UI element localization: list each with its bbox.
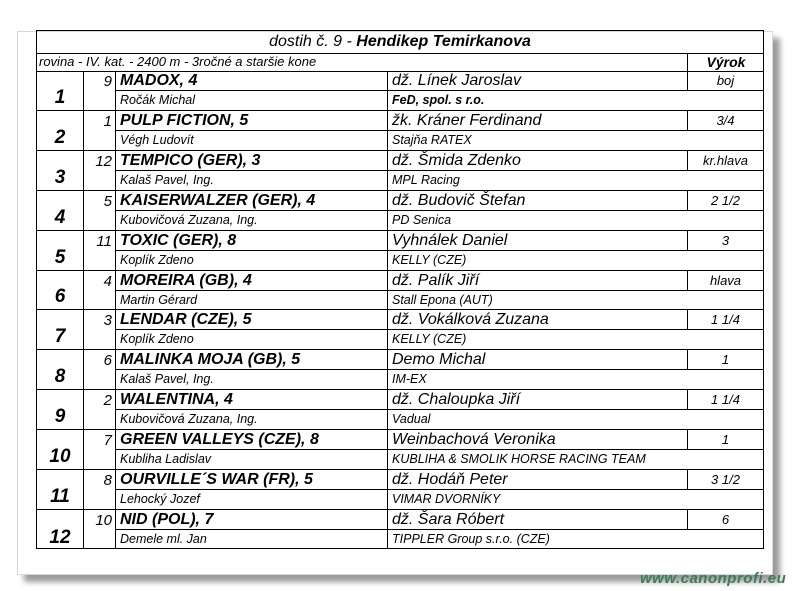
start-number: 5 [83,191,115,211]
jockey-name: dž. Šara Róbert [387,510,687,530]
finish-place: 6 [54,286,66,308]
horse-name: TOXIC (GER), 8 [115,231,387,251]
winning-margin: kr.hlava [687,151,763,171]
finish-place: 12 [49,526,71,548]
start-number-blank-cell [83,171,115,190]
horse-name: WALENTINA, 4 [115,390,387,410]
start-number: 2 [83,390,115,410]
jockey-name: dž. Hodáň Peter [387,470,687,490]
race-title-prefix: dostih č. 9 - [269,33,357,50]
horse-name: MALINKA MOJA (GB), 5 [115,350,387,370]
start-number: 6 [83,350,115,370]
start-number: 12 [83,151,115,171]
finish-place: 10 [49,446,71,468]
finish-place: 11 [50,485,70,507]
jockey-name: dž. Chaloupka Jiří [387,390,687,410]
start-number: 8 [83,470,115,490]
jockey-name: dž. Budovič Štefan [387,191,687,211]
owner-name: IM-EX [387,370,763,389]
table-row [37,470,763,510]
winning-margin: 3 [687,231,763,251]
table-row [37,390,763,430]
race-conditions: rovina - IV. kat. - 2400 m - 3ročné a staršie kone [39,54,317,69]
race-subtitle-row [37,53,763,72]
jockey-name: žk. Kráner Ferdinand [387,111,687,131]
winning-margin: 3/4 [687,111,763,131]
jockey-name: Vyhnálek Daniel [387,231,687,251]
finish-place: 1 [54,86,66,108]
results-table [36,30,764,549]
table-row [37,71,763,111]
owner-name: KELLY (CZE) [387,330,763,349]
start-number: 10 [83,510,115,530]
trainer-name: Kubovičová Zuzana, Ing. [115,211,387,230]
start-number-blank-cell [83,530,115,549]
horse-name: KAISERWALZER (GER), 4 [115,191,387,211]
watermark: www.canonprofi.eu [640,570,787,587]
table-row [37,231,763,271]
trainer-name: Kubliha Ladislav [115,450,387,469]
trainer-name: Végh Ludovít [115,131,387,150]
start-number: 1 [83,111,115,131]
horse-name: LENDAR (CZE), 5 [115,310,387,330]
race-title [37,31,763,54]
horse-name: MADOX, 4 [115,71,387,91]
winning-margin: 1 [687,350,763,370]
jockey-name: Weinbachová Veronika [387,430,687,450]
finish-place: 7 [54,326,66,348]
trainer-name: Lehocký Jozef [115,490,387,509]
winning-margin: 1 1/4 [687,310,763,330]
winning-margin: 3 1/2 [687,470,763,490]
jockey-name: dž. Šmida Zdenko [387,151,687,171]
finish-place: 8 [54,366,66,388]
table-row [37,310,763,350]
trainer-name: Ročák Michal [115,91,387,110]
start-number-blank-cell [83,370,115,389]
start-number: 9 [83,71,115,91]
table-row [37,510,763,550]
start-number: 7 [83,430,115,450]
finish-place: 9 [54,406,66,428]
owner-name: PD Senica [387,211,763,230]
start-number: 11 [83,231,115,251]
table-row [37,271,763,311]
horse-name: PULP FICTION, 5 [115,111,387,131]
horse-name: GREEN VALLEYS (CZE), 8 [115,430,387,450]
winning-margin: hlava [687,271,763,291]
finish-place: 5 [54,246,66,268]
start-number-blank-cell [83,410,115,429]
start-number-blank-cell [83,91,115,110]
horse-name: OURVILLE´S WAR (FR), 5 [115,470,387,490]
table-row [37,191,763,231]
jockey-name: Demo Michal [387,350,687,370]
jockey-name: dž. Vokálková Zuzana [387,310,687,330]
horse-name: TEMPICO (GER), 3 [115,151,387,171]
trainer-name: Demele ml. Jan [115,530,387,549]
owner-name: MPL Racing [387,171,763,190]
owner-name: Stall Epona (AUT) [387,291,763,310]
winning-margin: boj [687,71,763,91]
start-number-blank-cell [83,211,115,230]
trainer-name: Martin Gérard [115,291,387,310]
table-row [37,350,763,390]
jockey-name: dž. Palík Jiří [387,271,687,291]
winning-margin: 1 1/4 [687,390,763,410]
owner-name: Vadual [387,410,763,429]
finish-place: 3 [54,166,66,188]
start-number-blank-cell [83,291,115,310]
winning-margin: 1 [687,430,763,450]
table-row [37,111,763,151]
start-number-blank-cell [83,490,115,509]
owner-name: TIPPLER Group s.r.o. (CZE) [387,530,763,549]
margin-column-header: Výrok [687,53,764,71]
results-rows [37,71,763,550]
start-number-blank-cell [83,131,115,150]
trainer-name: Kalaš Pavel, Ing. [115,370,387,389]
start-number-blank-cell [83,251,115,270]
winning-margin: 6 [687,510,763,530]
table-row [37,151,763,191]
race-title-name: Hendikep Temirkanova [356,33,531,50]
horse-name: NID (POL), 7 [115,510,387,530]
start-number-blank-cell [83,450,115,469]
start-number-blank-cell [83,330,115,349]
trainer-name: Koplík Zdeno [115,251,387,270]
table-row [37,430,763,470]
start-number: 3 [83,310,115,330]
jockey-name: dž. Línek Jaroslav [387,71,687,91]
trainer-name: Kubovičová Zuzana, Ing. [115,410,387,429]
winning-margin: 2 1/2 [687,191,763,211]
trainer-name: Kalaš Pavel, Ing. [115,171,387,190]
owner-name: KELLY (CZE) [387,251,763,270]
owner-name: VIMAR DVORNÍKY [387,490,763,509]
horse-name: MOREIRA (GB), 4 [115,271,387,291]
owner-name: FeD, spol. s r.o. [387,91,763,110]
finish-place: 2 [54,126,66,148]
trainer-name: Koplík Zdeno [115,330,387,349]
finish-place: 4 [54,206,66,228]
owner-name: Stajňa RATEX [387,131,763,150]
start-number: 4 [83,271,115,291]
owner-name: KUBLIHA & SMOLIK HORSE RACING TEAM [387,450,763,469]
